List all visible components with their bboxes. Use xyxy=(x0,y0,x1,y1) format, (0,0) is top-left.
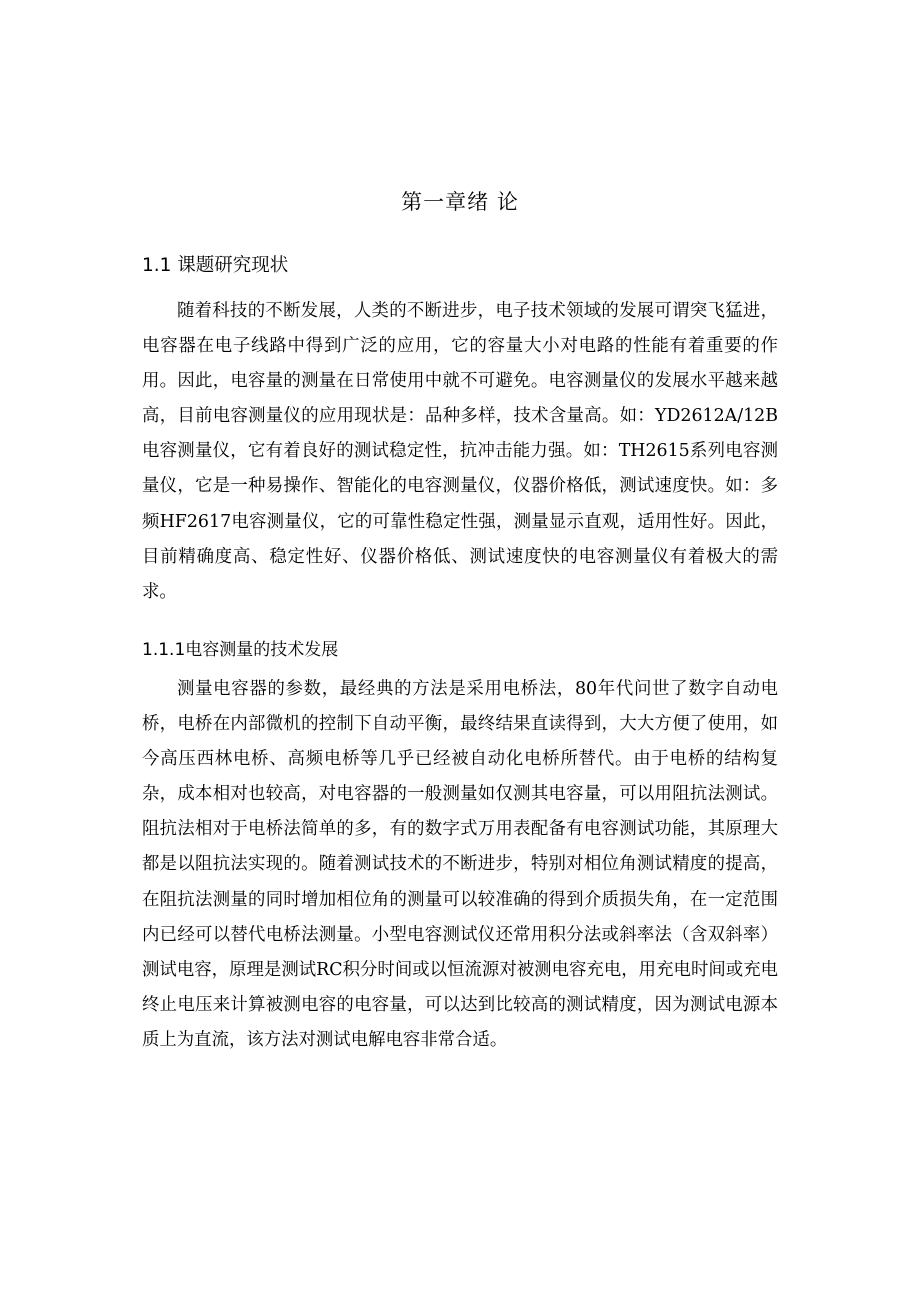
section-heading: 1.1 课题研究现状 xyxy=(142,255,289,276)
subsection-paragraph: 测量电容器的参数，最经典的方法是采用电桥法，80年代问世了数字自动电桥，电桥在内部微机的控制下自动平衡，最终结果直读得到，大大方便了使用，如今高压西林电桥、高频电桥等几乎已经被自动化电桥所替代。由于电桥的结构复杂，成本相对也较高，对电容器的一般测量如仅测其电容量，可以用阻抗法测试。阻抗法相对于电桥法简单的多，有的数字式万用表配备有电容测试功能，其原理大都是以阻抗法实现的。随着测试技术的不断进步，特别对相位角测试精度的提高，在阻抗法测量的同时增加相位角的测量可以较准确的得到介质损失角，在一定范围内已经可以替代电桥法测量。小型电容测试仪还常用积分法或斜率法（含双斜率）测试电容，原理是测试RC积分时间或以恒流源对被测电容充电，用充电时间或充电终止电压来计算被测电容的电容量，可以达到比较高的测试精度，因为测试电源本质上为直流，该方法对测试电解电容非常合适。 xyxy=(142,679,778,1050)
subsection-heading: 1.1.1电容测量的技术发展 xyxy=(142,640,339,660)
section-paragraph: 随着科技的不断发展，人类的不断进步，电子技术领域的发展可谓突飞猛进，电容器在电子线路中得到广泛的应用，它的容量大小对电路的性能有着重要的作用。因此，电容量的测量在日常使用中就不可避免。电容测量仪的发展水平越来越高，目前电容测量仪的应用现状是：品种多样，技术含量高。如：YD2612A/12B电容测量仪，它有着良好的测试稳定性，抗冲击能力强。如：TH2615系列电容测量仪，它是一种易操作、智能化的电容测量仪，仪器价格低，测试速度快。如：多频HF2617电容测量仪，它的可靠性稳定性强，测量显示直观，适用性好。因此，目前精确度高、稳定性好、仪器价格低、测试速度快的电容测量仪有着极大的需求。 xyxy=(142,301,778,602)
chapter-title: 第一章绪 论 xyxy=(401,190,519,214)
